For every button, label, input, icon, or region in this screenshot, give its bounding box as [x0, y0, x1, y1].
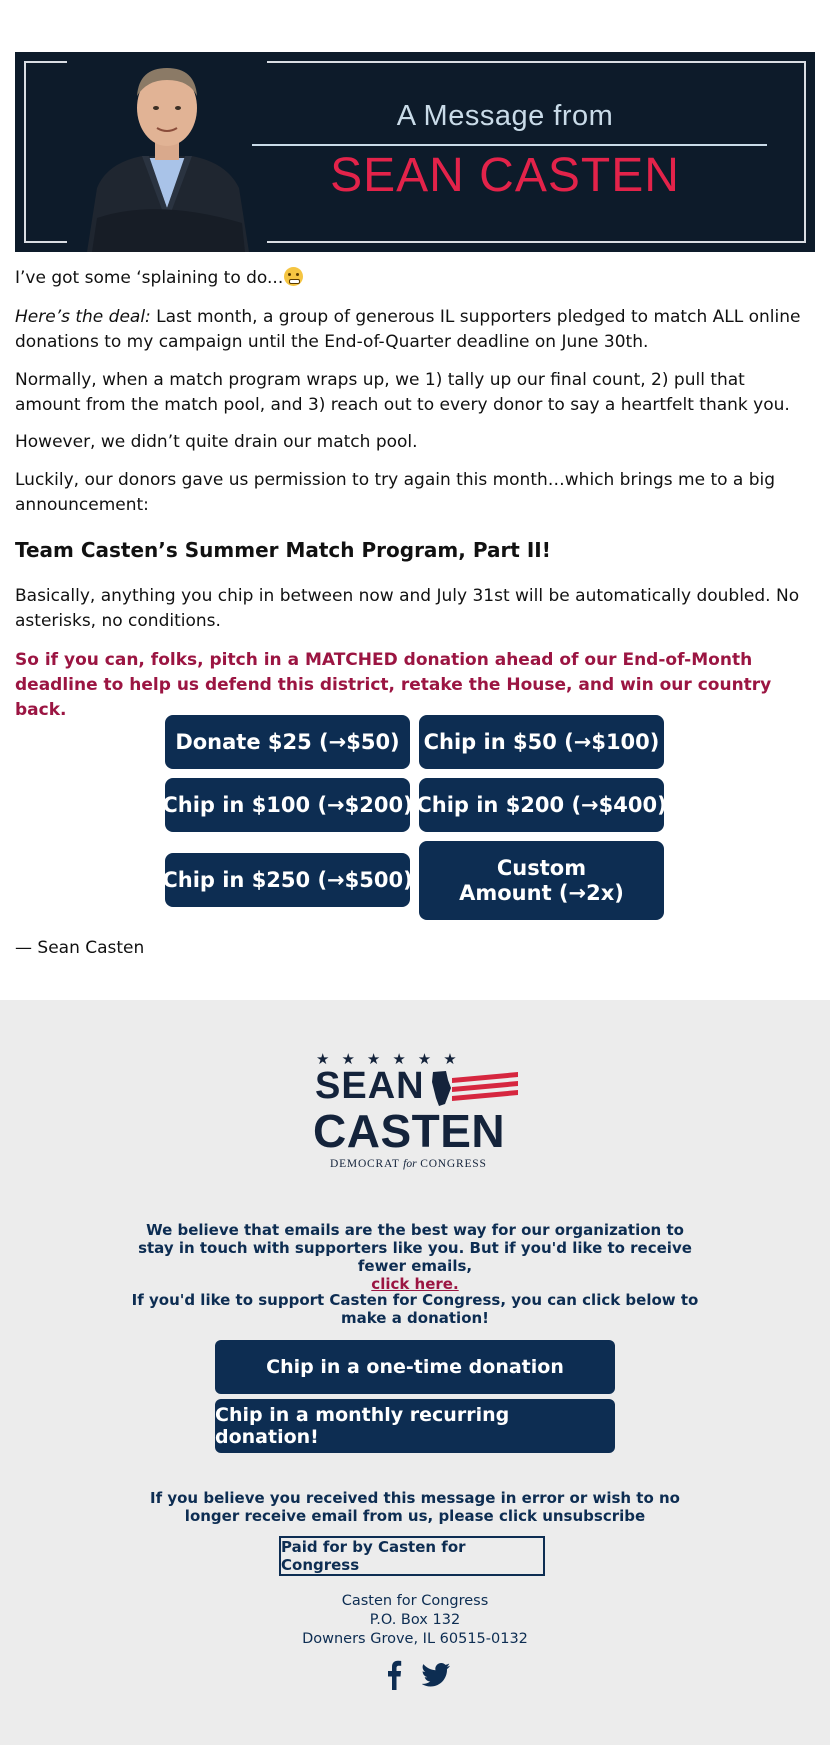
address-po-box: P.O. Box 132: [369, 1612, 461, 1628]
logo-casten: CASTEN: [313, 1105, 506, 1157]
donate-250-button[interactable]: Chip in $250 (→$500): [165, 853, 410, 907]
support-notice: If you'd like to support Casten for Congress, you can click below to make a donation!: [131, 1291, 699, 1327]
donate-100-button[interactable]: Chip in $100 (→$200): [165, 778, 410, 832]
banner-title: A Message from: [396, 100, 614, 132]
address-org: Casten for Congress: [341, 1593, 489, 1609]
banner-divider: [252, 144, 767, 146]
however-paragraph: However, we didn’t quite drain our match pool.: [15, 432, 418, 452]
normally-paragraph: Normally, when a match program wraps up, we 1) tally up our final count, 2) pull that amount from the match pool, and 3) reach out to every donor to say a heartfelt thank you.: [15, 370, 790, 415]
candidate-portrait: [67, 58, 267, 252]
grimace-emoji-icon: [284, 267, 303, 286]
logo-stars: ★★★★★★: [316, 1050, 469, 1068]
illinois-flag-icon: [428, 1068, 520, 1108]
intro-paragraph: [15, 266, 815, 291]
basically-paragraph: Basically, anything you chip in between now and July 31st will be automatically doubled. No asterisks, no conditions.: [15, 586, 800, 631]
program-heading: Team Casten’s Summer Match Program, Part II!: [15, 538, 551, 562]
luckily-paragraph: Luckily, our donors gave us permission to try again this month…which brings me to a big announcement:: [15, 470, 776, 515]
paid-for-box: Paid for by Casten for Congress: [279, 1536, 545, 1576]
donate-25-button[interactable]: Donate $25 (→$50): [165, 715, 410, 769]
deal-text: Last month, a group of generous IL supporters pledged to match ALL online donations to my campaign until the End-of-Quarter deadline on June 30th.: [15, 307, 801, 352]
emails-text: We believe that emails are the best way for our organization to stay in touch with supporters like you. But if you'd like to receive fewer emails,: [138, 1221, 692, 1275]
logo-subtitle: DEMOCRAT for CONGRESS: [330, 1158, 487, 1170]
deal-lead: Here’s the deal:: [15, 307, 151, 327]
one-time-donation-button[interactable]: Chip in a one-time donation: [215, 1340, 615, 1394]
fewer-emails-link[interactable]: click here.: [371, 1275, 459, 1293]
twitter-icon[interactable]: [422, 1660, 450, 1690]
unsubscribe-notice[interactable]: If you believe you received this message in error or wish to no longer receive email from us, please click unsubscribe: [150, 1489, 680, 1525]
donate-200-button[interactable]: Chip in $200 (→$400): [419, 778, 664, 832]
emails-notice: [130, 1221, 700, 1293]
signoff: — Sean Casten: [15, 938, 145, 958]
cta-paragraph: So if you can, folks, pitch in a MATCHED donation ahead of our End-of-Month deadline to help us defend this district, retake the House, and win our country back.: [15, 650, 772, 720]
monthly-donation-button[interactable]: Chip in a monthly recurring donation!: [215, 1399, 615, 1453]
deal-paragraph: [15, 305, 815, 355]
campaign-logo: [310, 1050, 520, 1172]
donate-custom-button[interactable]: Custom Amount (→2x): [419, 841, 664, 920]
footer: [0, 1000, 830, 1745]
intro-text: I’ve got some ‘splaining to do...: [15, 268, 284, 288]
address-city: Downers Grove, IL 60515-0132: [302, 1631, 528, 1647]
facebook-icon[interactable]: [386, 1660, 402, 1690]
donate-50-button[interactable]: Chip in $50 (→$100): [419, 715, 664, 769]
header-banner: [15, 52, 815, 252]
banner-candidate-name: SEAN CASTEN: [330, 149, 680, 202]
logo-sean: SEAN: [315, 1065, 425, 1107]
